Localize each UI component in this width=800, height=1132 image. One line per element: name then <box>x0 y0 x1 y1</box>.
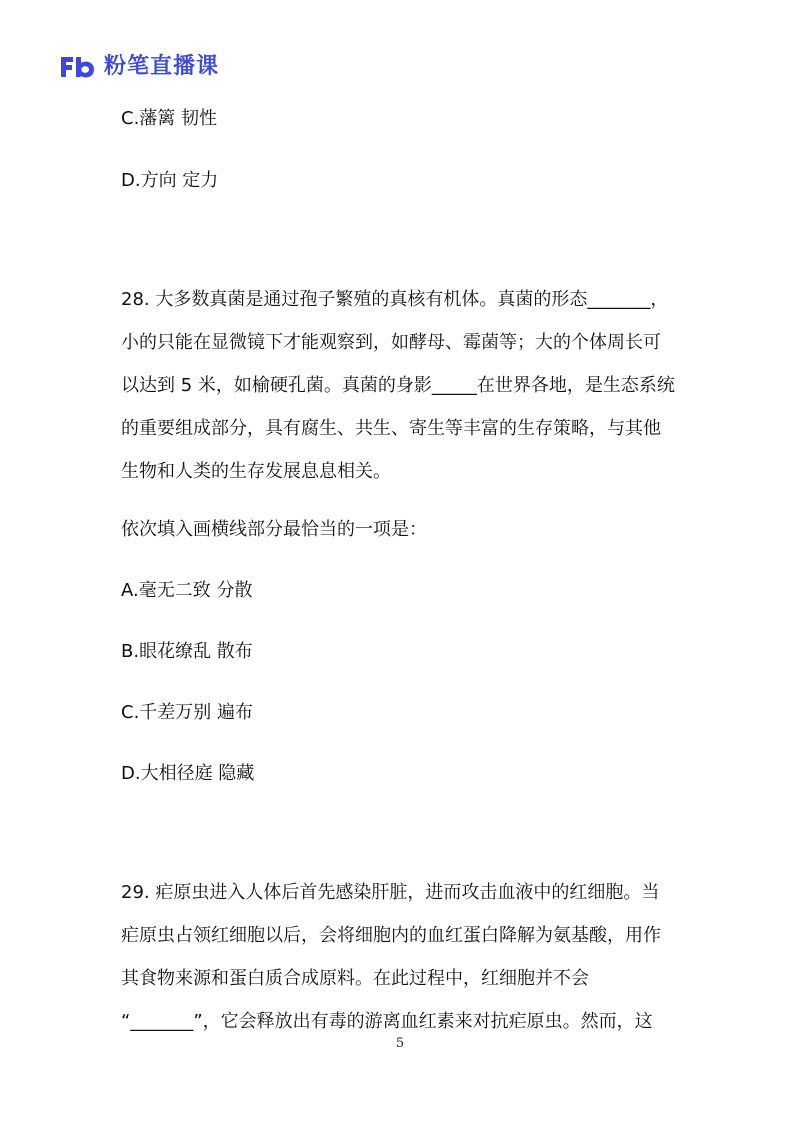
q28-option-a: A.毫无二致 分散 <box>121 580 253 601</box>
fb-logo-icon <box>58 54 98 80</box>
q29-text-line-1: 29. 疟原虫进入人体后首先感染肝脏，进而攻击血液中的红细胞。当 <box>121 882 660 903</box>
q28-text-line-4: 的重要组成部分，具有腐生、共生、寄生等丰富的生存策略，与其他 <box>121 418 661 439</box>
page-number: 5 <box>395 1036 405 1051</box>
q28-prompt: 依次填入画横线部分最恰当的一项是： <box>121 519 427 540</box>
brand-logo <box>58 52 219 82</box>
q29-text-line-4: “_______”，它会释放出有毒的游离血红素来对抗疟原虫。然而，这 <box>121 1011 653 1032</box>
q28-option-b: B.眼花缭乱 散布 <box>121 641 253 662</box>
q27-option-c: C.藩篱 韧性 <box>121 108 218 129</box>
q28-option-c: C.千差万别 遍布 <box>121 702 254 723</box>
q28-text-line-1: 28. 大多数真菌是通过孢子繁殖的真核有机体。真菌的形态_______， <box>121 289 669 310</box>
q29-text-line-3: 其食物来源和蛋白质合成原料。在此过程中，红细胞并不会 <box>121 968 589 989</box>
q28-text-line-5: 生物和人类的生存发展息息相关。 <box>121 461 391 482</box>
logo-text: 粉笔直播课 <box>104 54 220 79</box>
q29-text-line-2: 疟原虫占领红细胞以后，会将细胞内的血红蛋白降解为氨基酸，用作 <box>121 925 661 946</box>
q27-option-d: D.方向 定力 <box>121 170 219 191</box>
q28-option-d: D.大相径庭 隐藏 <box>121 763 255 784</box>
q28-text-line-2: 小的只能在显微镜下才能观察到，如酵母、霉菌等；大的个体周长可 <box>121 332 661 353</box>
q28-text-line-3: 以达到 5 米，如榆硬孔菌。真菌的身影_____在世界各地，是生态系统 <box>121 375 675 396</box>
